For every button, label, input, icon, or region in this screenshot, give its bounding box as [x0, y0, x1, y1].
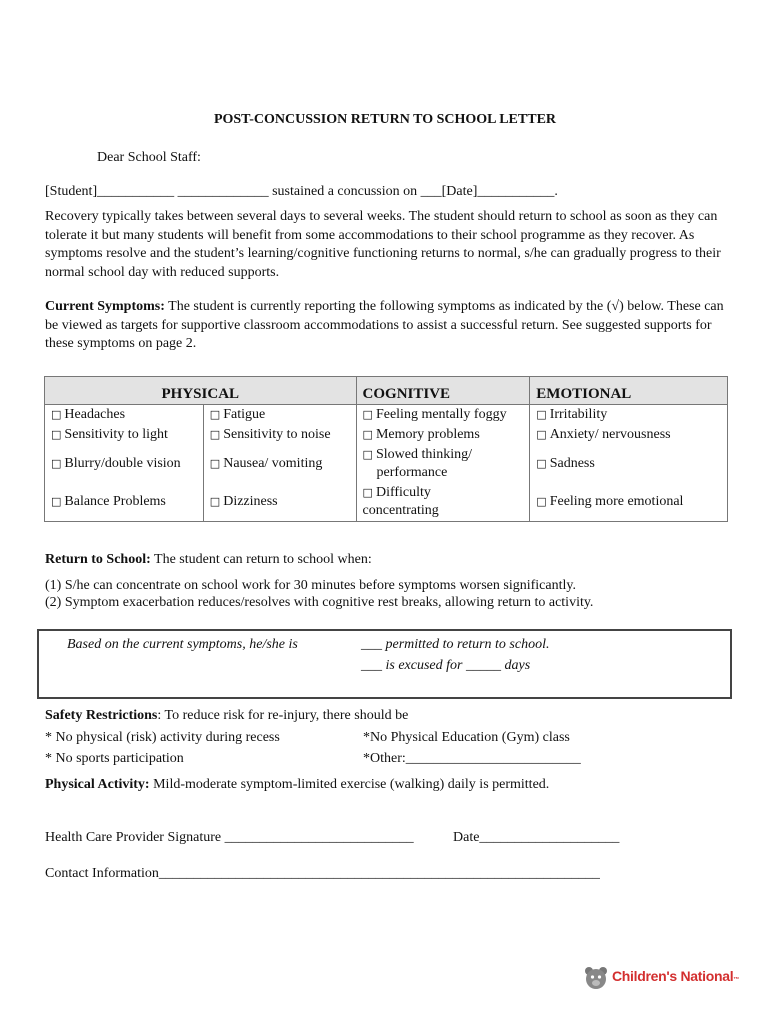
status-excused-field[interactable]: ___ is excused for _____ days: [361, 658, 531, 673]
checkbox-icon[interactable]: □: [536, 428, 547, 441]
symptom-noise-sensitivity[interactable]: □ Sensitivity to noise: [203, 425, 356, 445]
header-physical: PHYSICAL: [45, 377, 357, 405]
physical-activity-line: [45, 777, 549, 793]
signature-field[interactable]: Health Care Provider Signature ___________________________: [45, 830, 414, 845]
date-field[interactable]: Date____________________: [453, 830, 620, 845]
return-to-school-text: The student can return to school when:: [150, 552, 372, 567]
table-row: [45, 483, 728, 522]
logo-wordmark: Children's National™: [612, 968, 740, 984]
status-based-on: Based on the current symptoms, he/she is: [67, 637, 298, 652]
table-row: [45, 405, 728, 426]
symptom-slowed-thinking[interactable]: □ Slowed thinking/ performance: [356, 445, 530, 483]
symptom-fatigue[interactable]: □ Fatigue: [203, 405, 356, 426]
symptom-concentrating[interactable]: □ Difficulty concentrating: [356, 483, 530, 522]
checkbox-icon[interactable]: □: [51, 408, 62, 421]
return-criterion-1: (1) S/he can concentrate on school work for 30 minutes before symptoms worsen significantly.: [45, 578, 576, 593]
symptom-irritability[interactable]: □ Irritability: [530, 405, 728, 426]
symptoms-table-header: [45, 377, 728, 405]
letter-title: POST-CONCUSSION RETURN TO SCHOOL LETTER: [213, 112, 557, 127]
checkbox-icon[interactable]: □: [51, 495, 62, 508]
current-symptoms-label: Current Symptoms:: [45, 299, 165, 314]
symptom-balance[interactable]: □ Balance Problems: [45, 483, 204, 522]
checkbox-icon[interactable]: □: [51, 457, 62, 470]
checkbox-icon[interactable]: □: [209, 457, 221, 470]
symptom-blurry-vision[interactable]: □ Blurry/double vision: [45, 445, 204, 483]
checkbox-icon[interactable]: □: [536, 408, 547, 421]
checkbox-icon[interactable]: □: [209, 408, 221, 421]
symptom-headaches[interactable]: □ Headaches: [45, 405, 204, 426]
symptom-mentally-foggy[interactable]: □ Feeling mentally foggy: [356, 405, 530, 426]
checkbox-icon[interactable]: □: [362, 428, 373, 441]
return-criterion-2: (2) Symptom exacerbation reduces/resolves with cognitive rest breaks, allowing return to activity.: [45, 595, 594, 610]
table-row: [45, 445, 728, 483]
safety-item-other-field[interactable]: *Other:_________________________: [363, 751, 581, 766]
return-to-school-label: Return to School:: [45, 552, 151, 567]
symptom-more-emotional[interactable]: □ Feeling more emotional: [530, 483, 728, 522]
safety-item-gym: *No Physical Education (Gym) class: [363, 730, 570, 745]
safety-restrictions-label: Safety Restrictions: [45, 708, 158, 723]
symptom-nausea[interactable]: □ Nausea/ vomiting: [203, 445, 356, 483]
safety-restrictions-text: : To reduce risk for re-injury, there should be: [157, 708, 409, 723]
symptoms-table: [44, 376, 728, 522]
symptom-memory-problems[interactable]: □ Memory problems: [356, 425, 530, 445]
checkbox-icon[interactable]: □: [362, 448, 373, 461]
safety-restrictions-heading: [45, 708, 408, 724]
return-to-school-heading: [45, 552, 372, 568]
contact-information-field[interactable]: Contact Information_______________________________________________________________: [45, 866, 600, 881]
symptom-sadness[interactable]: □ Sadness: [530, 445, 728, 483]
greeting: Dear School Staff:: [97, 150, 201, 165]
safety-item-sports: * No sports participation: [45, 751, 184, 766]
header-cognitive: COGNITIVE: [356, 377, 530, 405]
checkbox-icon[interactable]: □: [209, 495, 221, 508]
symptom-dizziness[interactable]: □ Dizziness: [203, 483, 356, 522]
checkbox-icon[interactable]: □: [362, 486, 373, 499]
symptom-light-sensitivity[interactable]: □ Sensitivity to light: [45, 425, 204, 445]
checkbox-icon[interactable]: □: [536, 495, 547, 508]
childrens-national-logo: [582, 964, 740, 992]
physical-activity-text: Mild-moderate symptom-limited exercise (walking) daily is permitted.: [149, 777, 550, 792]
symptom-anxiety[interactable]: □ Anxiety/ nervousness: [530, 425, 728, 445]
checkbox-icon[interactable]: □: [209, 428, 221, 441]
return-status-box: [37, 629, 732, 699]
current-symptoms-paragraph: [45, 298, 725, 354]
checkbox-icon[interactable]: □: [51, 428, 62, 441]
physical-activity-label: Physical Activity:: [45, 777, 150, 792]
checkbox-icon[interactable]: □: [536, 457, 547, 470]
intro-paragraph: Recovery typically takes between several days to several weeks. The student should return to school as soon as they can tolerate it but many students will benefit from some accommodations to their school programme as they recover. As symptoms resolve and the student’s learning/cognitive functioning returns to normal, s/he can gradually progress to their normal school day with reduced supports.: [45, 209, 721, 280]
student-line: [Student]___________ _____________ sustained a concussion on ___[Date]___________.: [45, 184, 558, 199]
checkbox-icon[interactable]: □: [362, 408, 373, 421]
current-symptoms-text: The student is currently reporting the following symptoms as indicated by the (√) below. These can be viewed as targets for supportive classroom accommodations to assist a successful return. See suggested supports for these symptoms on page 2.: [45, 299, 724, 351]
header-emotional: EMOTIONAL: [530, 377, 728, 405]
table-row: [45, 425, 728, 445]
bear-icon: [582, 964, 610, 992]
safety-item-recess: * No physical (risk) activity during recess: [45, 730, 280, 745]
status-permitted-field[interactable]: ___ permitted to return to school.: [361, 637, 550, 652]
